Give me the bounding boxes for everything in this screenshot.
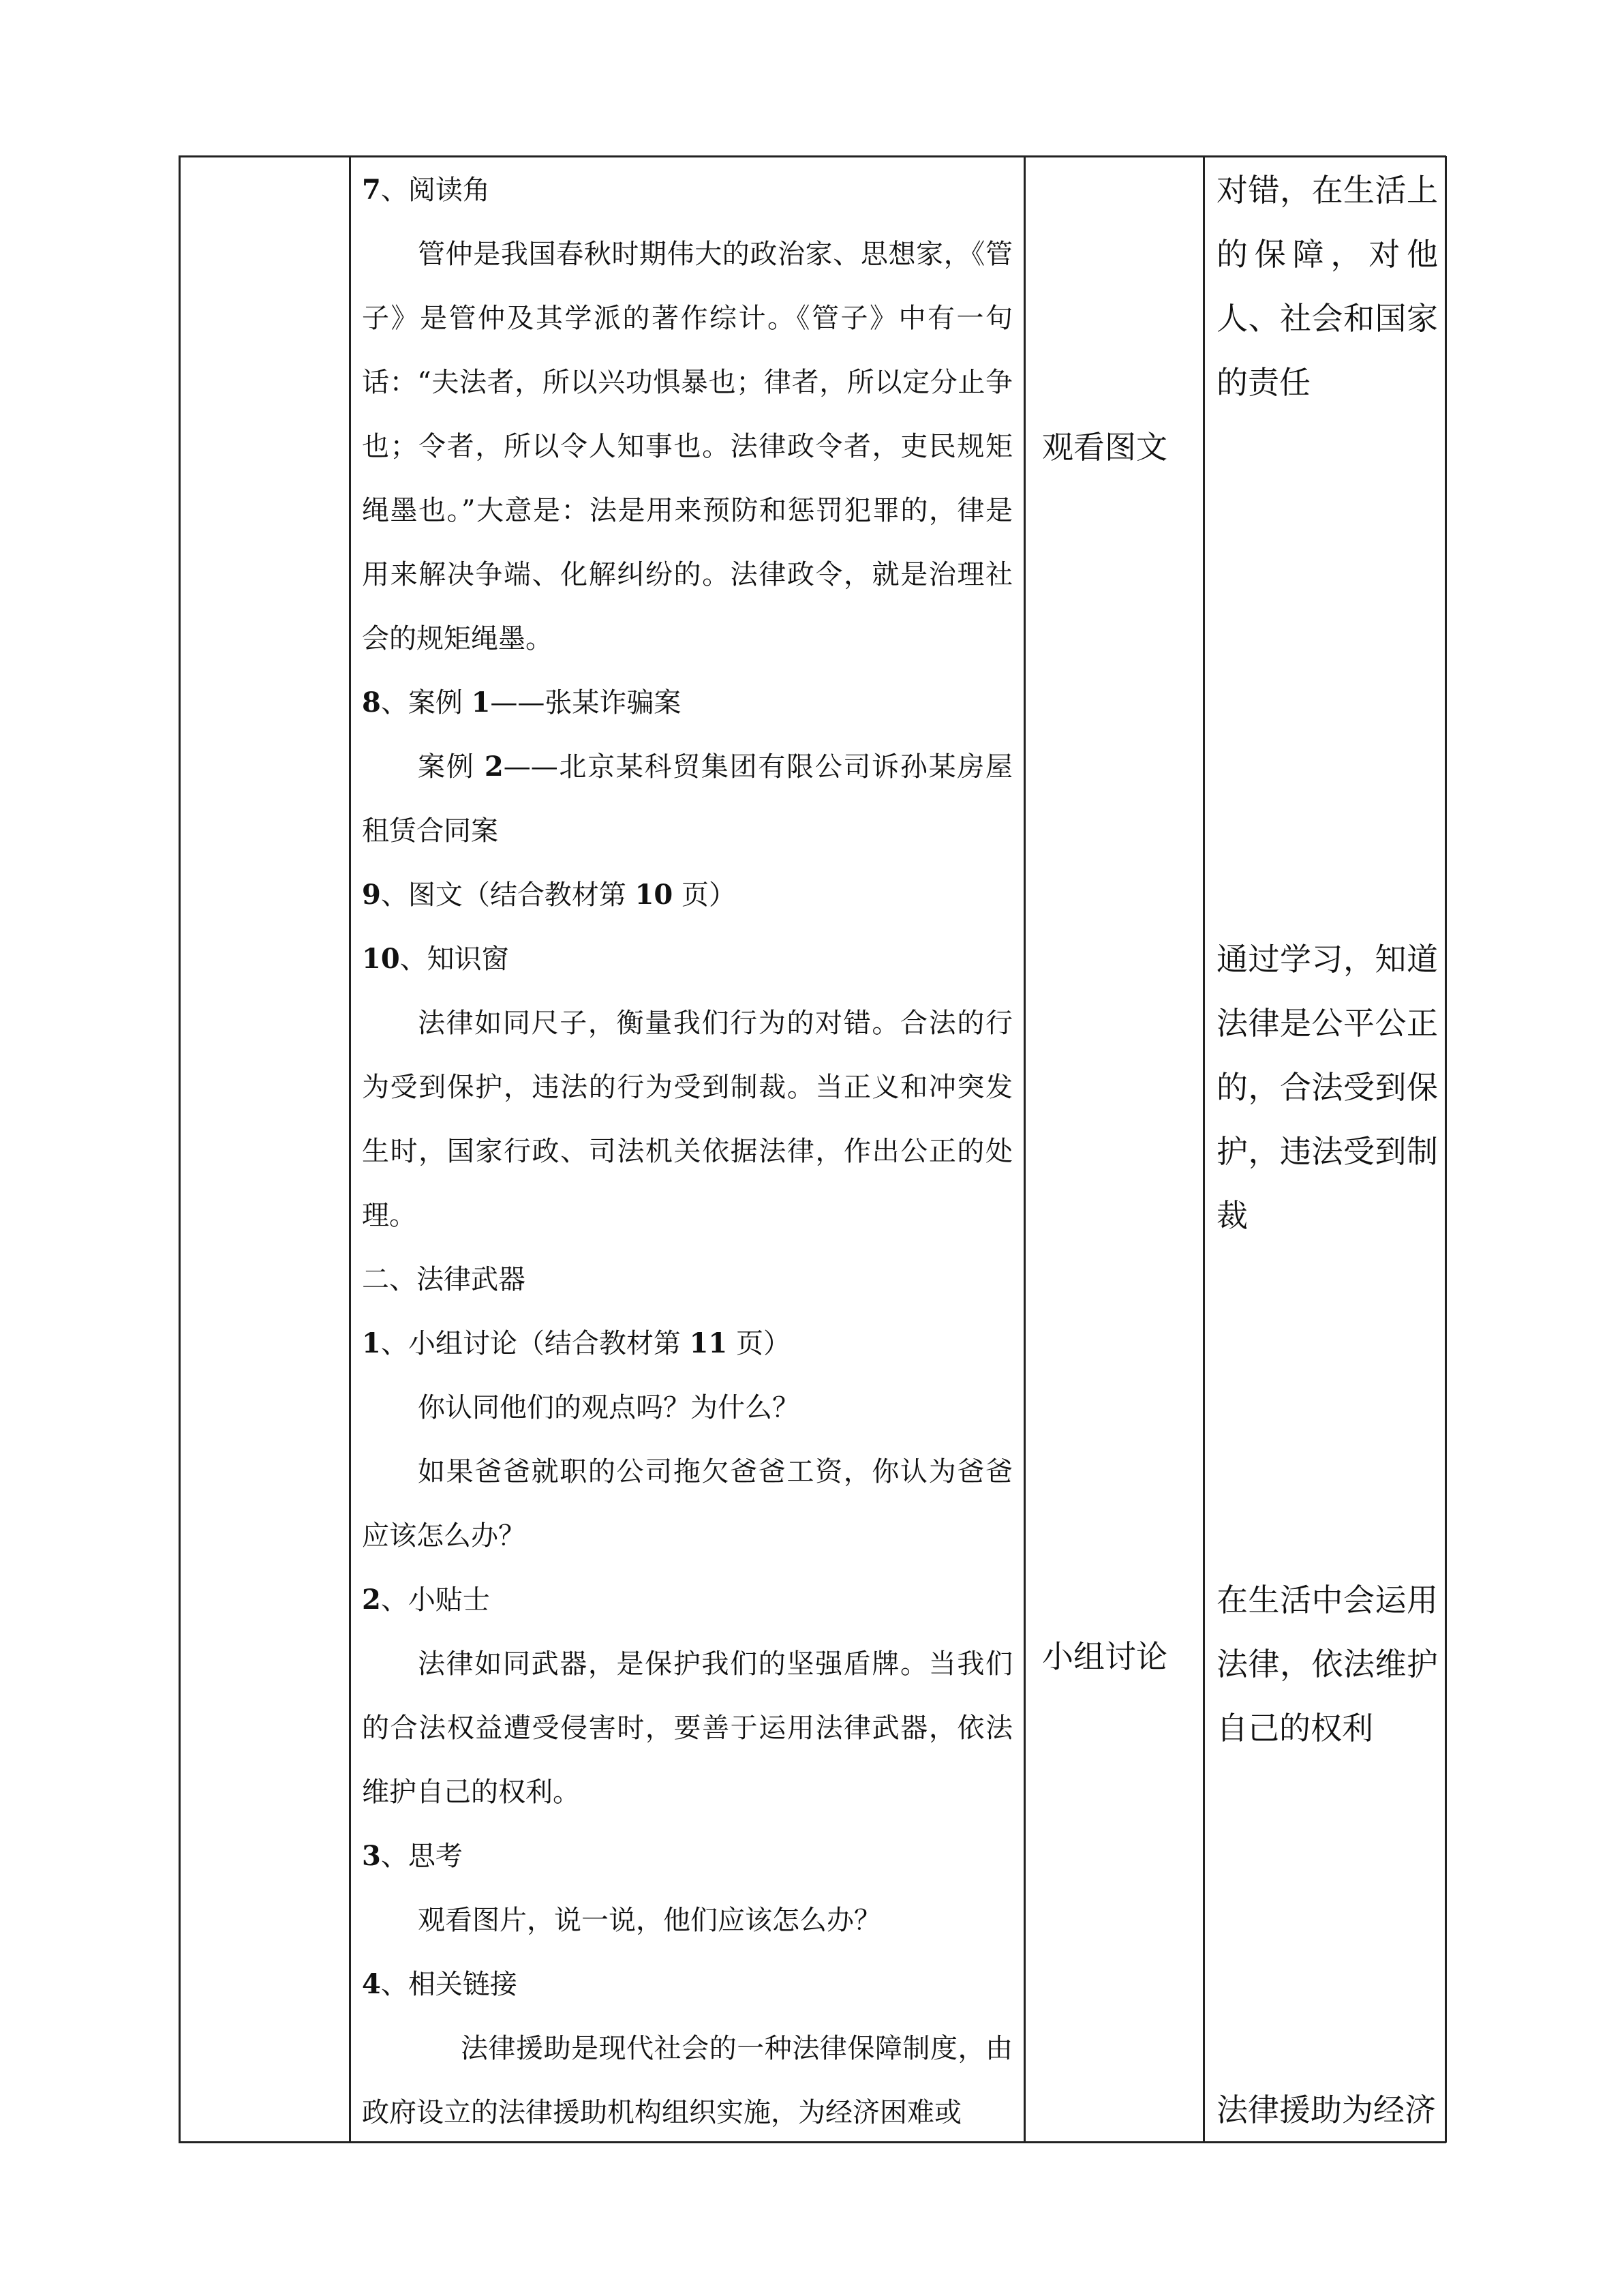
- item-2-number: 2: [362, 1584, 381, 1616]
- case-1-title: ——张某诈骗案: [490, 687, 682, 719]
- item-4-number: 4: [362, 1968, 381, 2000]
- activity-2: 小组讨论: [1042, 1638, 1167, 1675]
- part-2-item-1-heading: [362, 1312, 1013, 1376]
- item-1-title: 、小组讨论（结合教材第: [380, 1328, 690, 1359]
- section-8-heading: [362, 671, 1013, 735]
- section-8-number: 8: [362, 686, 381, 719]
- section-9-title: 、图文（结合教材第: [380, 879, 635, 911]
- case-2-number: 2: [484, 751, 504, 783]
- item-1-page: 11: [689, 1327, 728, 1359]
- table-col-border-1: [179, 156, 181, 2143]
- section-10-number: 10: [362, 943, 400, 975]
- section-10-heading: [362, 927, 1013, 991]
- section-10-title: 、知识窗: [399, 943, 509, 975]
- part-2-item-4-heading: [362, 1952, 1013, 2016]
- item-3-text: 观看图片，说一说，他们应该怎么办？: [418, 1905, 881, 1936]
- part-2-item-3-heading: [362, 1824, 1013, 1888]
- section-7-heading: [362, 158, 1013, 222]
- section-7-text: 管仲是我国春秋时期伟大的政治家、思想家，《管子》是管仲及其学派的著作综计。《管子》中有一句话：“夫法者，所以兴功惧暴也；律者，所以定分止争也；令者，所以令人知事也。法律政令者，吏民规矩绳墨也。”大意是：法是用来预防和惩罚犯罪的，律是用来解决争端、化解纠纷的。法律政令，就是治理社会的规矩绳墨。: [362, 239, 1013, 654]
- item-2-title: 、小贴士: [380, 1584, 490, 1616]
- table-col-border-2: [349, 156, 351, 2143]
- item-4-text: 法律援助是现代社会的一种法律保障制度，由政府设立的法律援助机构组织实施，为经济困难或: [362, 2033, 1013, 2128]
- case-1-number: 1: [471, 686, 491, 719]
- section-9-heading: [362, 863, 1013, 927]
- goal-block-0: 对错，在生活上的保障，对他人、社会和国家的责任: [1216, 172, 1438, 401]
- item-3-title: 、思考: [380, 1841, 463, 1872]
- section-10-text: 法律如同尺子，衡量我们行为的对错。合法的行为受到保护，违法的行为受到制裁。当正义和冲突发生时，国家行政、司法机关依据法律，作出公正的处理。: [362, 1008, 1013, 1231]
- item-2-text: 法律如同武器，是保护我们的坚强盾牌。当我们的合法权益遭受侵害时，要善于运用法律武器，依法维护自己的权利。: [362, 1648, 1013, 1808]
- item-4-title: 、相关链接: [380, 1969, 517, 2000]
- part-2-title: 二、法律武器: [362, 1264, 525, 1295]
- table-col-border-4: [1203, 156, 1205, 2143]
- section-9-number: 9: [362, 879, 381, 911]
- case-2-label: 案例: [418, 751, 485, 783]
- section-9-page: 10: [634, 879, 673, 911]
- case-2-title: ——北京某科贸集团有限公司诉孙某房屋租赁合同案: [362, 751, 1013, 847]
- goal-block-1: 通过学习，知道法律是公平公正的，合法受到保护，违法受到制裁: [1216, 941, 1438, 1234]
- section-8-title: 、案例: [380, 687, 472, 719]
- part-2-item-2-heading: [362, 1568, 1013, 1632]
- item-1-question-2: 如果爸爸就职的公司拖欠爸爸工资，你认为爸爸应该怎么办？: [362, 1456, 1013, 1552]
- section-9-suffix: 页）: [673, 879, 736, 911]
- section-7-title: 、阅读角: [380, 175, 490, 206]
- item-1-number: 1: [362, 1327, 381, 1359]
- item-1-suffix: 页）: [727, 1328, 791, 1359]
- goal-block-3: 法律援助为经济: [1216, 2091, 1436, 2128]
- item-3-number: 3: [362, 1840, 381, 1872]
- activity-1: 观看图文: [1042, 429, 1167, 466]
- item-1-question-1: 你认同他们的观点吗？为什么？: [418, 1392, 799, 1423]
- goal-block-2: 在生活中会运用法律，依法维护自己的权利: [1216, 1582, 1438, 1747]
- case-2-text: [362, 735, 1013, 863]
- section-7-number: 7: [362, 174, 381, 206]
- table-top-border: [179, 155, 1446, 157]
- table-col-border-5: [1445, 156, 1447, 2143]
